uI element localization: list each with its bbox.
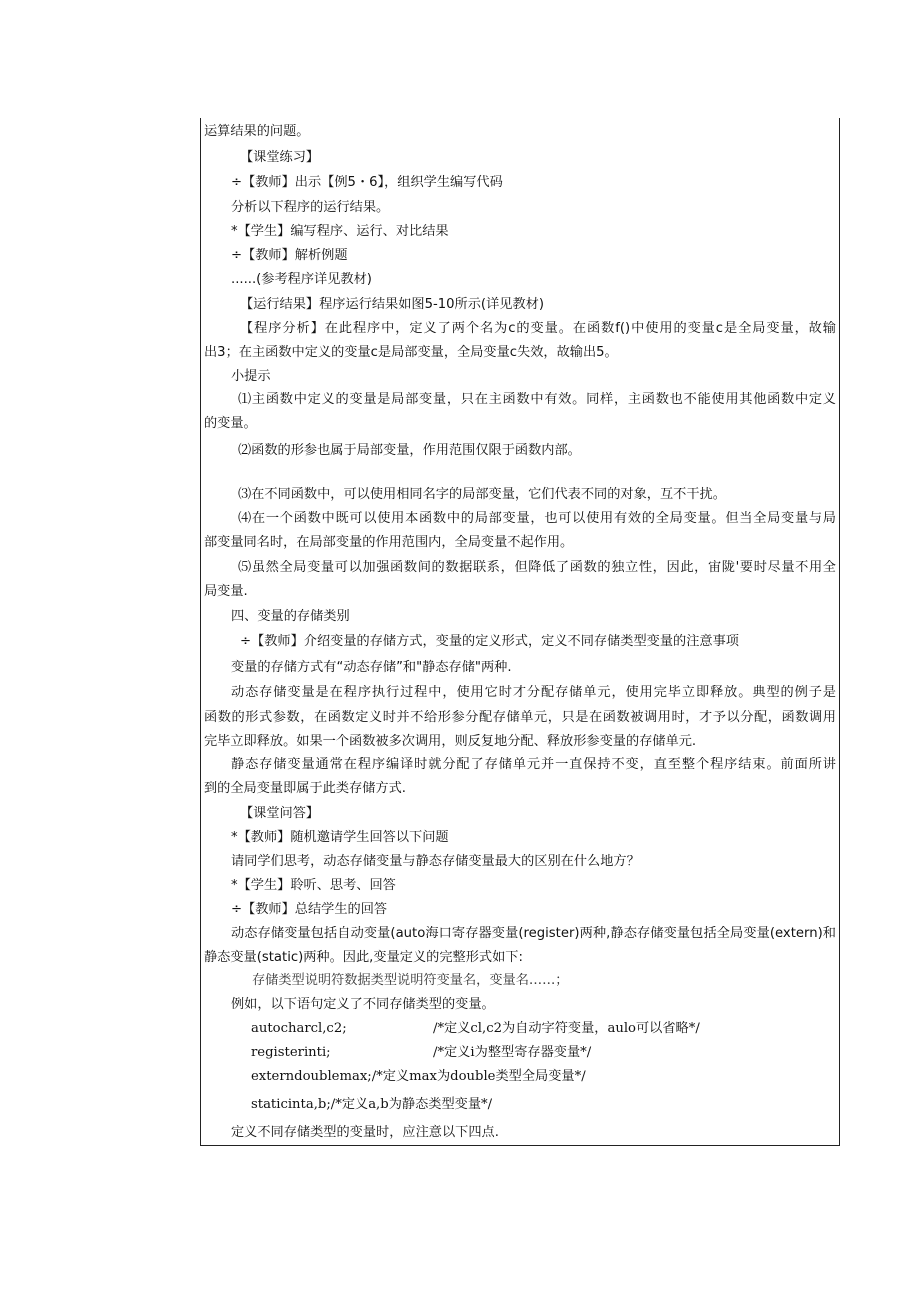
text-line: ......(参考程序详见教材) bbox=[231, 272, 372, 287]
text-line: 【运行结果】程序运行结果如图5-10所示(详见教材) bbox=[240, 297, 544, 312]
section-heading: 四、变量的存储类别 bbox=[231, 609, 350, 624]
syntax-form: 存储类型说明符数据类型说明符变量名，变量名……； bbox=[252, 973, 569, 988]
text-line: 静态变量(static)两种。因此,变量定义的完整形式如下: bbox=[204, 950, 523, 965]
text-line: 运算结果的问题。 bbox=[204, 124, 310, 139]
text-line: 定义不同存储类型的变量时，应注意以下四点. bbox=[231, 1125, 499, 1140]
text-line: *【学生】编写程序、运行、对比结果 bbox=[231, 224, 449, 239]
tip-item: ⑶在不同函数中，可以使用相同名字的局部变量，它们代表不同的对象，互不干扰。 bbox=[238, 487, 726, 502]
code-comment: /*定义i为整型寄存器变量*/ bbox=[433, 1045, 592, 1060]
text-line: 到的全局变量即属于此类存储方式. bbox=[204, 781, 407, 796]
tip-item: ⑴主函数中定义的变量是局部变量，只在主函数中有效。同样，主函数也不能使用其他函数中定义 bbox=[238, 392, 836, 407]
tip-item: 局变量. bbox=[204, 584, 248, 599]
section-label-practice: 【课堂练习】 bbox=[240, 150, 320, 165]
text-line: ÷【教师】出示【例5・6】，组织学生编写代码 bbox=[231, 175, 503, 190]
text-line: ÷【教师】解析例题 bbox=[231, 248, 348, 263]
text-line: 完毕立即释放。如果一个函数被多次调用，则反复地分配、释放形参变量的存储单元. bbox=[204, 734, 697, 749]
code-comment: /*定义cl,c2为自动字符变量，aulo可以省略*/ bbox=[433, 1021, 700, 1036]
code-line: staticinta,b;/*定义a,b为静态类型变量*/ bbox=[251, 1097, 493, 1112]
text-line: 动态存储变量是在程序执行过程中，使用它时才分配存储单元，使用完毕立即释放。典型的例子是 bbox=[231, 685, 836, 700]
code-line: externdoublemax;/*定义max为double类型全局变量*/ bbox=[251, 1069, 586, 1084]
text-line: ÷【教师】介绍变量的存储方式，变量的定义形式，定义不同存储类型变量的注意事项 bbox=[240, 634, 739, 649]
tip-item: ⑵函数的形参也属于局部变量，作用范围仅限于函数内部。 bbox=[238, 443, 581, 458]
text-line: 出3；在主函数中定义的变量c是局部变量，全局变量c失效，故输出5。 bbox=[204, 345, 618, 360]
tip-item: ⑷在一个函数中既可以使用本函数中的局部变量，也可以使用有效的全局变量。但当全局变量与局 bbox=[238, 511, 836, 526]
tip-item: 的变量。 bbox=[204, 416, 257, 431]
text-line: 例如，以下语句定义了不同存储类型的变量。 bbox=[231, 997, 495, 1012]
tip-heading: 小提示 bbox=[231, 369, 271, 384]
tip-item: ⑸虽然全局变量可以加强函数间的数据联系，但降低了函数的独立性，因此，宙陇'要时尽量不用全 bbox=[238, 560, 836, 575]
text-line: 函数的形式参数，在函数定义时并不给形参分配存储单元，只是在函数被调用时，才予以分配，函数调用 bbox=[204, 710, 836, 725]
section-label-qa: 【课堂问答】 bbox=[240, 806, 320, 821]
text-line: 请同学们思考，动态存储变量与静态存储变量最大的区别在什么地方？ bbox=[231, 854, 640, 869]
text-line: *【教师】随机邀请学生回答以下问题 bbox=[231, 830, 449, 845]
text-line: 【程序分析】在此程序中，定义了两个名为c的变量。在函数f()中使用的变量c是全局变量，故输 bbox=[240, 321, 836, 336]
text-line: 动态存储变量包括自动变量(auto海口寄存器变量(register)两种,静态存储变量包括全局变量(extern)和 bbox=[231, 926, 836, 941]
text-line: 变量的存储方式有“动态存储”和"静态存储"两种. bbox=[231, 660, 512, 675]
code-line: autocharcl,c2; bbox=[251, 1021, 347, 1036]
text-line: 静态存储变量通常在程序编译时就分配了存储单元并一直保持不变，直至整个程序结束。前面所讲 bbox=[231, 757, 836, 772]
text-line: *【学生】聆听、思考、回答 bbox=[231, 878, 396, 893]
text-line: 分析以下程序的运行结果。 bbox=[231, 200, 390, 215]
text-line: ÷【教师】总结学生的回答 bbox=[231, 902, 388, 917]
code-line: registerinti; bbox=[251, 1045, 331, 1060]
tip-item: 部变量同名时，在局部变量的作用范围内，全局变量不起作用。 bbox=[204, 535, 574, 550]
